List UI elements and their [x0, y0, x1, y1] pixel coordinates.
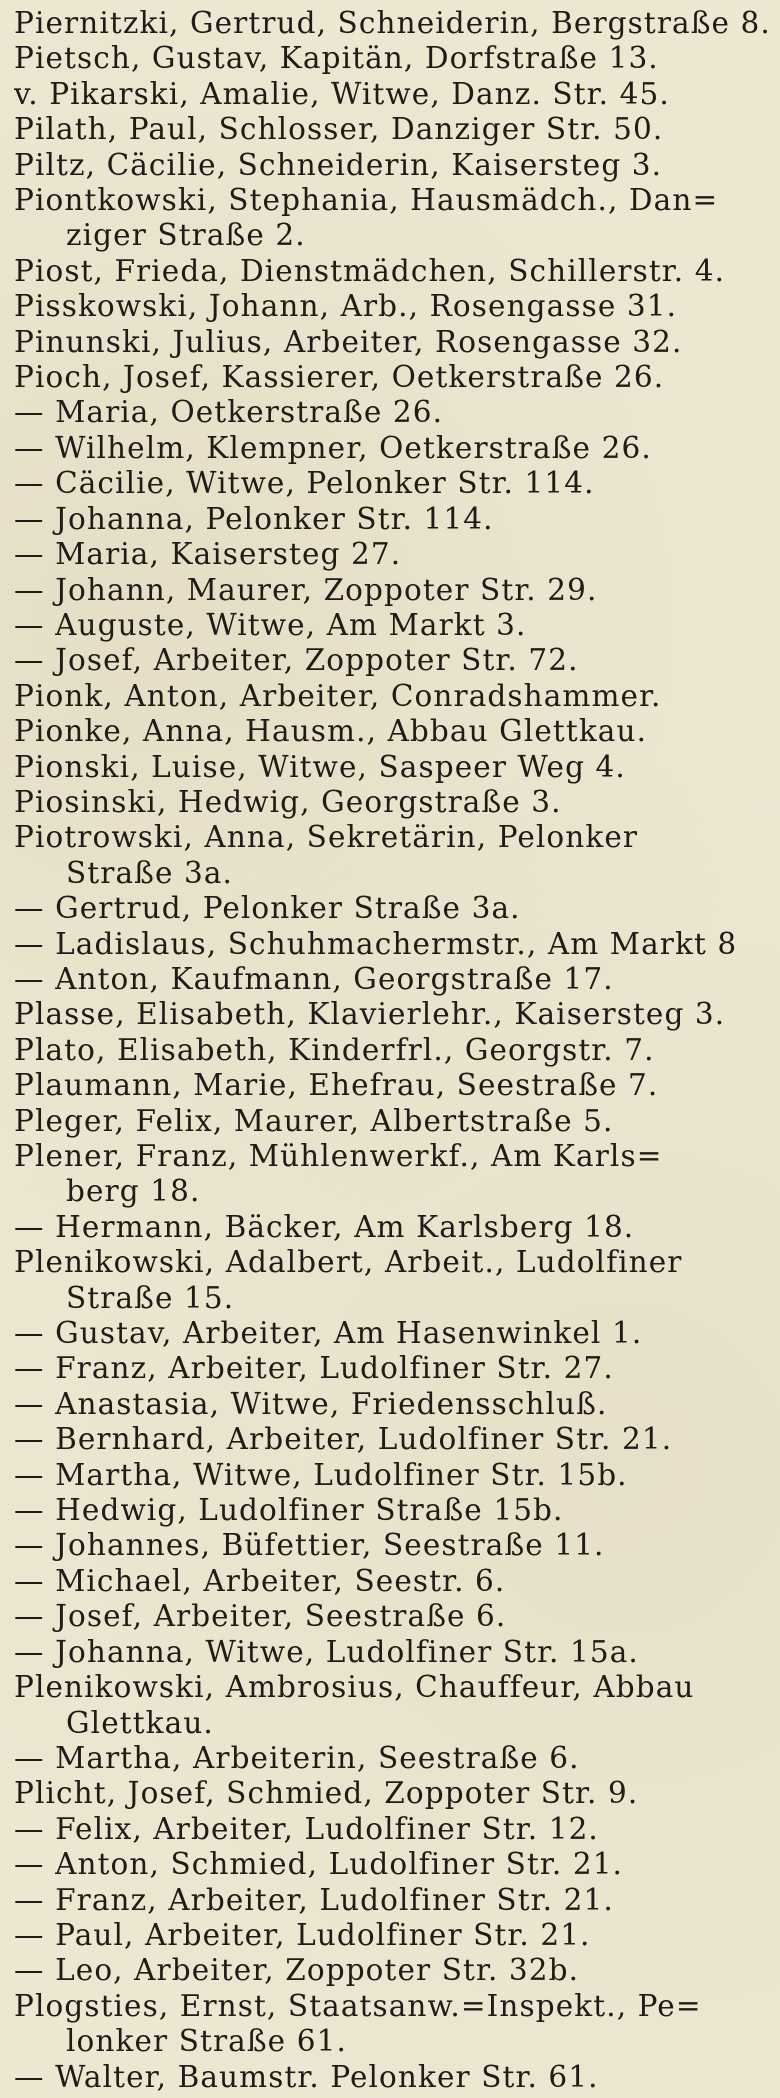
entry-line: Pionke, Anna, Hausm., Abbau Glettkau. [14, 714, 648, 749]
directory-entry [14, 1528, 772, 1563]
directory-entry [14, 1741, 772, 1776]
directory-entry [14, 679, 772, 714]
directory-entry [14, 41, 772, 76]
directory-entry [14, 1883, 772, 1918]
directory-entry [14, 1493, 772, 1528]
entry-continuation: lonker Straße 61. [66, 2024, 347, 2059]
entry-line: — Johanna, Witwe, Ludolfiner Str. 15a. [14, 1634, 639, 1669]
entry-line: Pioch, Josef, Kassierer, Oetkerstraße 26. [14, 360, 665, 395]
directory-entry [14, 1351, 772, 1386]
directory-entry [14, 325, 772, 360]
entry-line: — Martha, Witwe, Ludolfiner Str. 15b. [14, 1457, 628, 1492]
directory-entry [14, 6, 772, 41]
directory-entry [14, 360, 772, 395]
directory-entry [14, 148, 772, 183]
directory-entry [14, 750, 772, 785]
entry-continuation: Straße 15. [66, 1280, 235, 1315]
entry-line: Pisskowski, Johann, Arb., Rosengasse 31. [14, 289, 678, 324]
entry-continuation: berg 18. [66, 1174, 201, 1209]
directory-entry [14, 2060, 772, 2095]
entry-line: — Auguste, Witwe, Am Markt 3. [14, 607, 527, 642]
entry-line: — Leo, Arbeiter, Zoppoter Str. 32b. [14, 1953, 580, 1988]
directory-entry [14, 1033, 772, 1068]
directory-entry [14, 997, 772, 1032]
entry-line: — Johanna, Pelonker Str. 114. [14, 501, 494, 536]
directory-entry [14, 77, 772, 112]
entry-line: Plenikowski, Ambrosius, Chauffeur, Abbau [14, 1670, 695, 1705]
entry-line: — Gustav, Arbeiter, Am Hasenwinkel 1. [14, 1316, 643, 1351]
entry-line: Plogsties, Ernst, Staatsanw.=Inspekt., Pe= [14, 1988, 702, 2023]
entry-line: Pietsch, Gustav, Kapitän, Dorfstraße 13. [14, 41, 659, 76]
directory-entry [14, 1245, 772, 1316]
directory-entry [14, 1458, 772, 1493]
entry-line: — Johann, Maurer, Zoppoter Str. 29. [14, 572, 598, 607]
entry-line: Plener, Franz, Mühlenwerkf., Am Karls= [14, 1139, 663, 1173]
entry-line: — Franz, Arbeiter, Ludolfiner Str. 27. [14, 1351, 614, 1386]
entry-line: Pleger, Felix, Maurer, Albertstraße 5. [14, 1103, 614, 1138]
entry-line: Pilath, Paul, Schlosser, Danziger Str. 50. [14, 112, 664, 147]
directory-entry [14, 891, 772, 926]
entry-line: Pinunski, Julius, Arbeiter, Rosengasse 32. [14, 324, 683, 359]
directory-entry [14, 573, 772, 608]
entry-continuation: ziger Straße 2. [66, 218, 306, 253]
directory-entry [14, 608, 772, 643]
directory-entry [14, 1847, 772, 1882]
entry-line: — Anton, Schmied, Ludolfiner Str. 21. [14, 1847, 624, 1882]
directory-entry [14, 1422, 772, 1457]
entry-line: — Franz, Arbeiter, Ludolfiner Str. 21. [14, 1882, 614, 1917]
entry-line: Piosinski, Hedwig, Georgstraße 3. [14, 784, 562, 819]
entry-line: Piotrowski, Anna, Sekretärin, Pelonker [14, 820, 639, 855]
directory-entry [14, 1387, 772, 1422]
directory-entry [14, 1210, 772, 1245]
entry-line: — Johannes, Büfettier, Seestraße 11. [14, 1528, 605, 1563]
entry-line: v. Pikarski, Amalie, Witwe, Danz. Str. 45. [14, 76, 670, 111]
directory-entry [14, 1812, 772, 1847]
entry-line: — Maria, Kaisersteg 27. [14, 537, 402, 572]
directory-entries [14, 6, 772, 2095]
entry-line: — Wilhelm, Klempner, Oetkerstraße 26. [14, 430, 652, 465]
directory-entry [14, 714, 772, 749]
directory-entry [14, 1989, 772, 2060]
entry-line: — Josef, Arbeiter, Zoppoter Str. 72. [14, 643, 579, 678]
entry-line: — Gertrud, Pelonker Straße 3a. [14, 891, 521, 926]
entry-line: — Martha, Arbeiterin, Seestraße 6. [14, 1740, 580, 1775]
entry-line: Plaumann, Marie, Ehefrau, Seestraße 7. [14, 1068, 659, 1103]
entry-line: — Maria, Oetkerstraße 26. [14, 395, 444, 430]
entry-line: Piernitzki, Gertrud, Schneiderin, Bergstraße 8. [14, 6, 771, 40]
directory-entry [14, 1776, 772, 1811]
directory-entry [14, 1139, 772, 1210]
entry-line: Plato, Elisabeth, Kinderfrl., Georgstr. 7. [14, 1032, 655, 1067]
directory-entry [14, 1068, 772, 1103]
directory-entry [14, 1564, 772, 1599]
entry-line: — Paul, Arbeiter, Ludolfiner Str. 21. [14, 1917, 591, 1952]
directory-entry [14, 820, 772, 891]
directory-entry [14, 1599, 772, 1634]
entry-line: — Bernhard, Arbeiter, Ludolfiner Str. 21. [14, 1422, 673, 1457]
directory-entry [14, 431, 772, 466]
directory-entry [14, 785, 772, 820]
directory-entry [14, 1316, 772, 1351]
directory-entry [14, 927, 772, 962]
entry-line: — Walter, Baumstr. Pelonker Str. 61. [14, 2059, 599, 2094]
entry-line: Plenikowski, Adalbert, Arbeit., Ludolfiner [14, 1245, 683, 1280]
directory-entry [14, 1953, 772, 1988]
directory-entry [14, 466, 772, 501]
entry-line: — Ladislaus, Schuhmachermstr., Am Markt 8 [14, 926, 738, 961]
directory-entry [14, 537, 772, 572]
directory-entry [14, 1918, 772, 1953]
entry-line: Piontkowski, Stephania, Hausmädch., Dan= [14, 183, 719, 218]
directory-entry [14, 254, 772, 289]
entry-line: Pionk, Anton, Arbeiter, Conradshammer. [14, 678, 662, 713]
entry-line: — Cäcilie, Witwe, Pelonker Str. 114. [14, 466, 595, 501]
entry-continuation: Straße 3a. [66, 855, 234, 890]
directory-entry [14, 1104, 772, 1139]
entry-line: — Hedwig, Ludolfiner Straße 15b. [14, 1493, 564, 1528]
entry-line: — Josef, Arbeiter, Seestraße 6. [14, 1599, 507, 1634]
directory-entry [14, 289, 772, 324]
entry-line: — Michael, Arbeiter, Seestr. 6. [14, 1563, 506, 1598]
entry-continuation: Glettkau. [66, 1705, 214, 1740]
entry-line: Plicht, Josef, Schmied, Zoppoter Str. 9. [14, 1776, 639, 1811]
directory-entry [14, 1670, 772, 1741]
entry-line: Piost, Frieda, Dienstmädchen, Schillerstr. 4. [14, 253, 726, 288]
directory-entry [14, 502, 772, 537]
directory-entry [14, 643, 772, 678]
entry-line: Plasse, Elisabeth, Klavierlehr., Kaisersteg 3. [14, 997, 726, 1032]
entry-line: Pionski, Luise, Witwe, Saspeer Weg 4. [14, 749, 626, 784]
entry-line: — Felix, Arbeiter, Ludolfiner Str. 12. [14, 1811, 599, 1846]
entry-line: — Anastasia, Witwe, Friedensschluß. [14, 1386, 608, 1421]
directory-entry [14, 112, 772, 147]
entry-line: Piltz, Cäcilie, Schneiderin, Kaisersteg 3. [14, 147, 663, 182]
directory-entry [14, 962, 772, 997]
directory-entry [14, 1635, 772, 1670]
directory-entry [14, 395, 772, 430]
entry-line: — Hermann, Bäcker, Am Karlsberg 18. [14, 1209, 635, 1244]
entry-line: — Anton, Kaufmann, Georgstraße 17. [14, 961, 614, 996]
directory-entry [14, 183, 772, 254]
